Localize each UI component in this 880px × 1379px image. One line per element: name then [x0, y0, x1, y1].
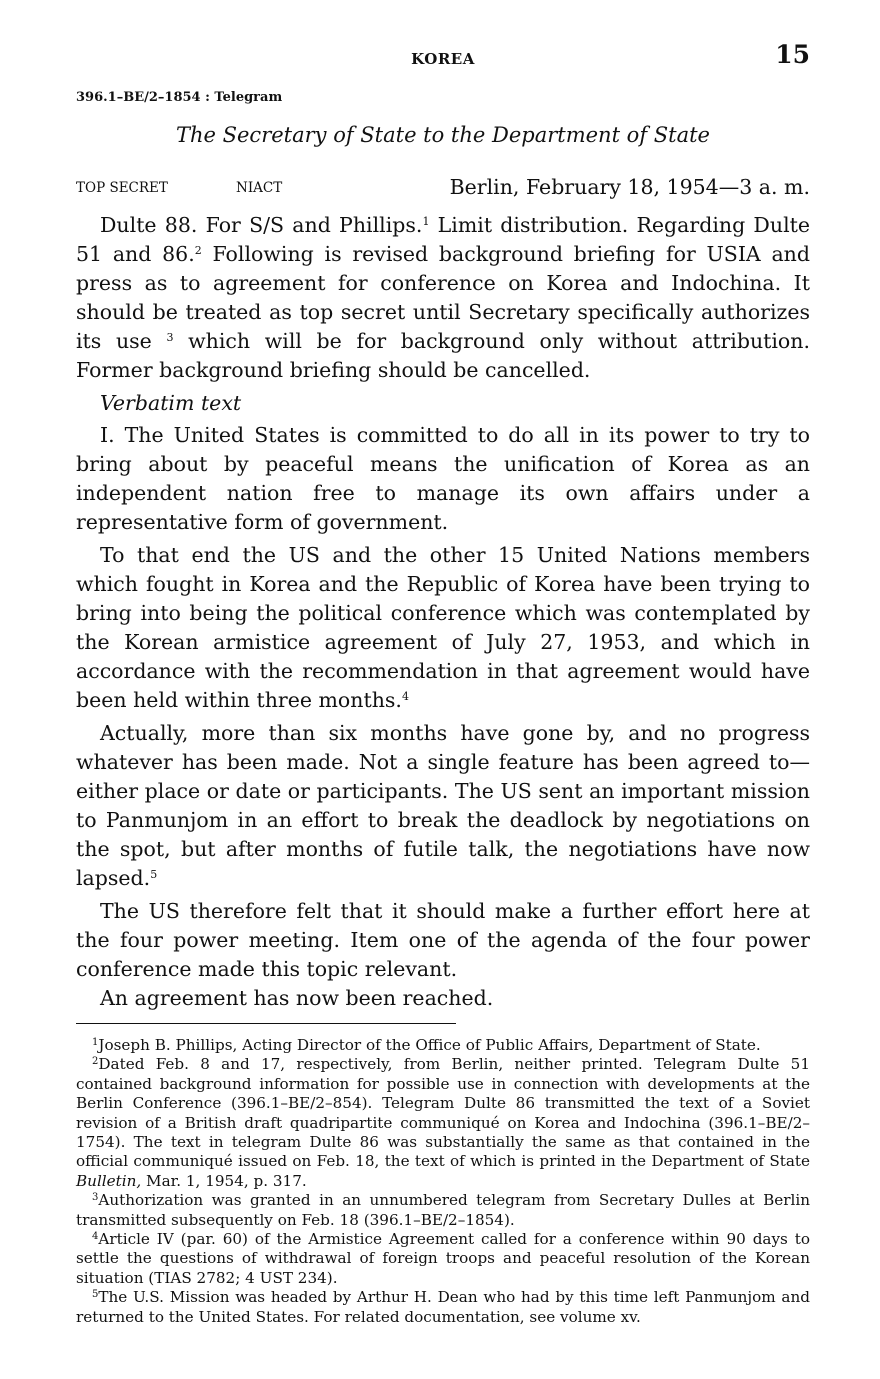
footnote-ref-5: 5 [150, 868, 158, 881]
paragraph-1-text-c: Following is revised background briefing for USIA and press as to agreement for conference on Korea and Indochina. It should be treated as top secret until Secretary specifically authorizes its use [76, 242, 810, 353]
document-page [76, 38, 810, 1327]
dateline: Berlin, February 18, 1954—3 a. m. [449, 175, 810, 199]
running-title: KOREA [411, 50, 475, 68]
footnote-mark: 3 [92, 1192, 99, 1204]
paragraph-4 [76, 719, 810, 893]
document-heading: The Secretary of State to the Department of State [175, 123, 710, 147]
footnote-mark: 5 [92, 1289, 99, 1301]
footnote-ref-1: 1 [422, 215, 430, 228]
page-number: 15 [775, 40, 810, 69]
classification-label: TOP SECRET [76, 180, 168, 196]
footnote-mark: 1 [92, 1037, 99, 1048]
footnote-text: Dated Feb. 8 and 17, respectively, from Berlin, neither printed. Telegram Dulte 51 contained background information for possible use in connection with developments at the Berlin Conference (396.1–BE/2–854). Telegram Dulte 86 transmitted the text of a Soviet revision of a British draft quadripartite communiqué on Korea and Indochina (396.1–BE/2–1754). The text in telegram Dulte 86 was substantially the same as that contained in the official communiqué issued on Feb. 18, the text of which is printed in the Department of State [76, 1055, 810, 1171]
footnote-ref-4: 4 [401, 690, 409, 703]
footnote-divider [76, 1023, 456, 1024]
footnote-ref-3: 3 [166, 331, 174, 344]
paragraph-1-text-b: Limit distribution. Regarding Dulte 51 and 86. [76, 213, 810, 266]
telegram-body [76, 211, 810, 1013]
running-header [76, 38, 810, 72]
paragraph-5: The US therefore felt that it should make a further effort here at the four power meeting. Item one of the agenda of the four power conference made this topic relevant. [76, 899, 810, 981]
file-reference: 396.1–BE/2–1854 : Telegram [76, 90, 283, 105]
footnote-1 [76, 1036, 810, 1055]
footnote-text: Article IV (par. 60) of the Armistice Agreement called for a conference within 90 days to settle the questions of withdrawal of foreign troops and peaceful resolution of the Korean situation (TIAS 2782; 4 UST 234). [76, 1230, 810, 1287]
paragraph-4-text: Actually, more than six months have gone by, and no progress whatever has been made. Not a single feature has been agreed to—either place or date or participants. The US sent an important mission to Panmunjom in an effort to break the deadlock by negotiations on the spot, but after months of futile talk, the negotiations have now lapsed. [76, 721, 810, 890]
verbatim-subheading: Verbatim text [100, 391, 242, 415]
footnote-tail: Mar. 1, 1954, p. 317. [141, 1171, 307, 1190]
precedence-label: NIACT [236, 180, 283, 196]
footnote-ref-2: 2 [194, 244, 202, 257]
paragraph-6: An agreement has now been reached. [100, 986, 494, 1010]
footnote-text: Joseph B. Phillips, Acting Director of the Office of Public Affairs, Department of State. [98, 1036, 761, 1054]
footnote-text: Authorization was granted in an unnumbered telegram from Secretary Dulles at Berlin transmitted subsequently on Feb. 18 (396.1–BE/2–1854). [76, 1191, 810, 1229]
paragraph-3-text: To that end the US and the other 15 United Nations members which fought in Korea and the Republic of Korea have been trying to bring into being the political conference which was contemplated by the Korean armistice agreement of July 27, 1953, and which in accordance with the recommendation in that agreement would have been held within three months. [76, 543, 810, 712]
paragraph-1 [76, 211, 810, 385]
footnote-text: The U.S. Mission was headed by Arthur H. Dean who had by this time left Panmunjom and returned to the United States. For related documentation, see volume xv. [76, 1288, 810, 1326]
paragraph-1-text-a: Dulte 88. For S/S and Phillips. [100, 213, 423, 237]
footnote-mark: 4 [92, 1231, 99, 1243]
footnote-mark: 2 [92, 1056, 99, 1068]
classification-line [76, 175, 810, 199]
paragraph-1-text-d: which will be for background only without attribution. Former background briefing should be cancelled. [76, 329, 810, 382]
footnote-4 [76, 1230, 810, 1288]
paragraph-3 [76, 541, 810, 715]
footnote-2 [76, 1055, 810, 1191]
footnote-italic: Bulletin, [76, 1171, 142, 1190]
footnote-5 [76, 1288, 810, 1327]
footnotes [76, 1036, 810, 1327]
paragraph-2: I. The United States is committed to do all in its power to try to bring about by peaceful means the unification of Korea as an independent nation free to manage its own affairs under a representative form of government. [76, 423, 810, 534]
footnote-3 [76, 1191, 810, 1230]
